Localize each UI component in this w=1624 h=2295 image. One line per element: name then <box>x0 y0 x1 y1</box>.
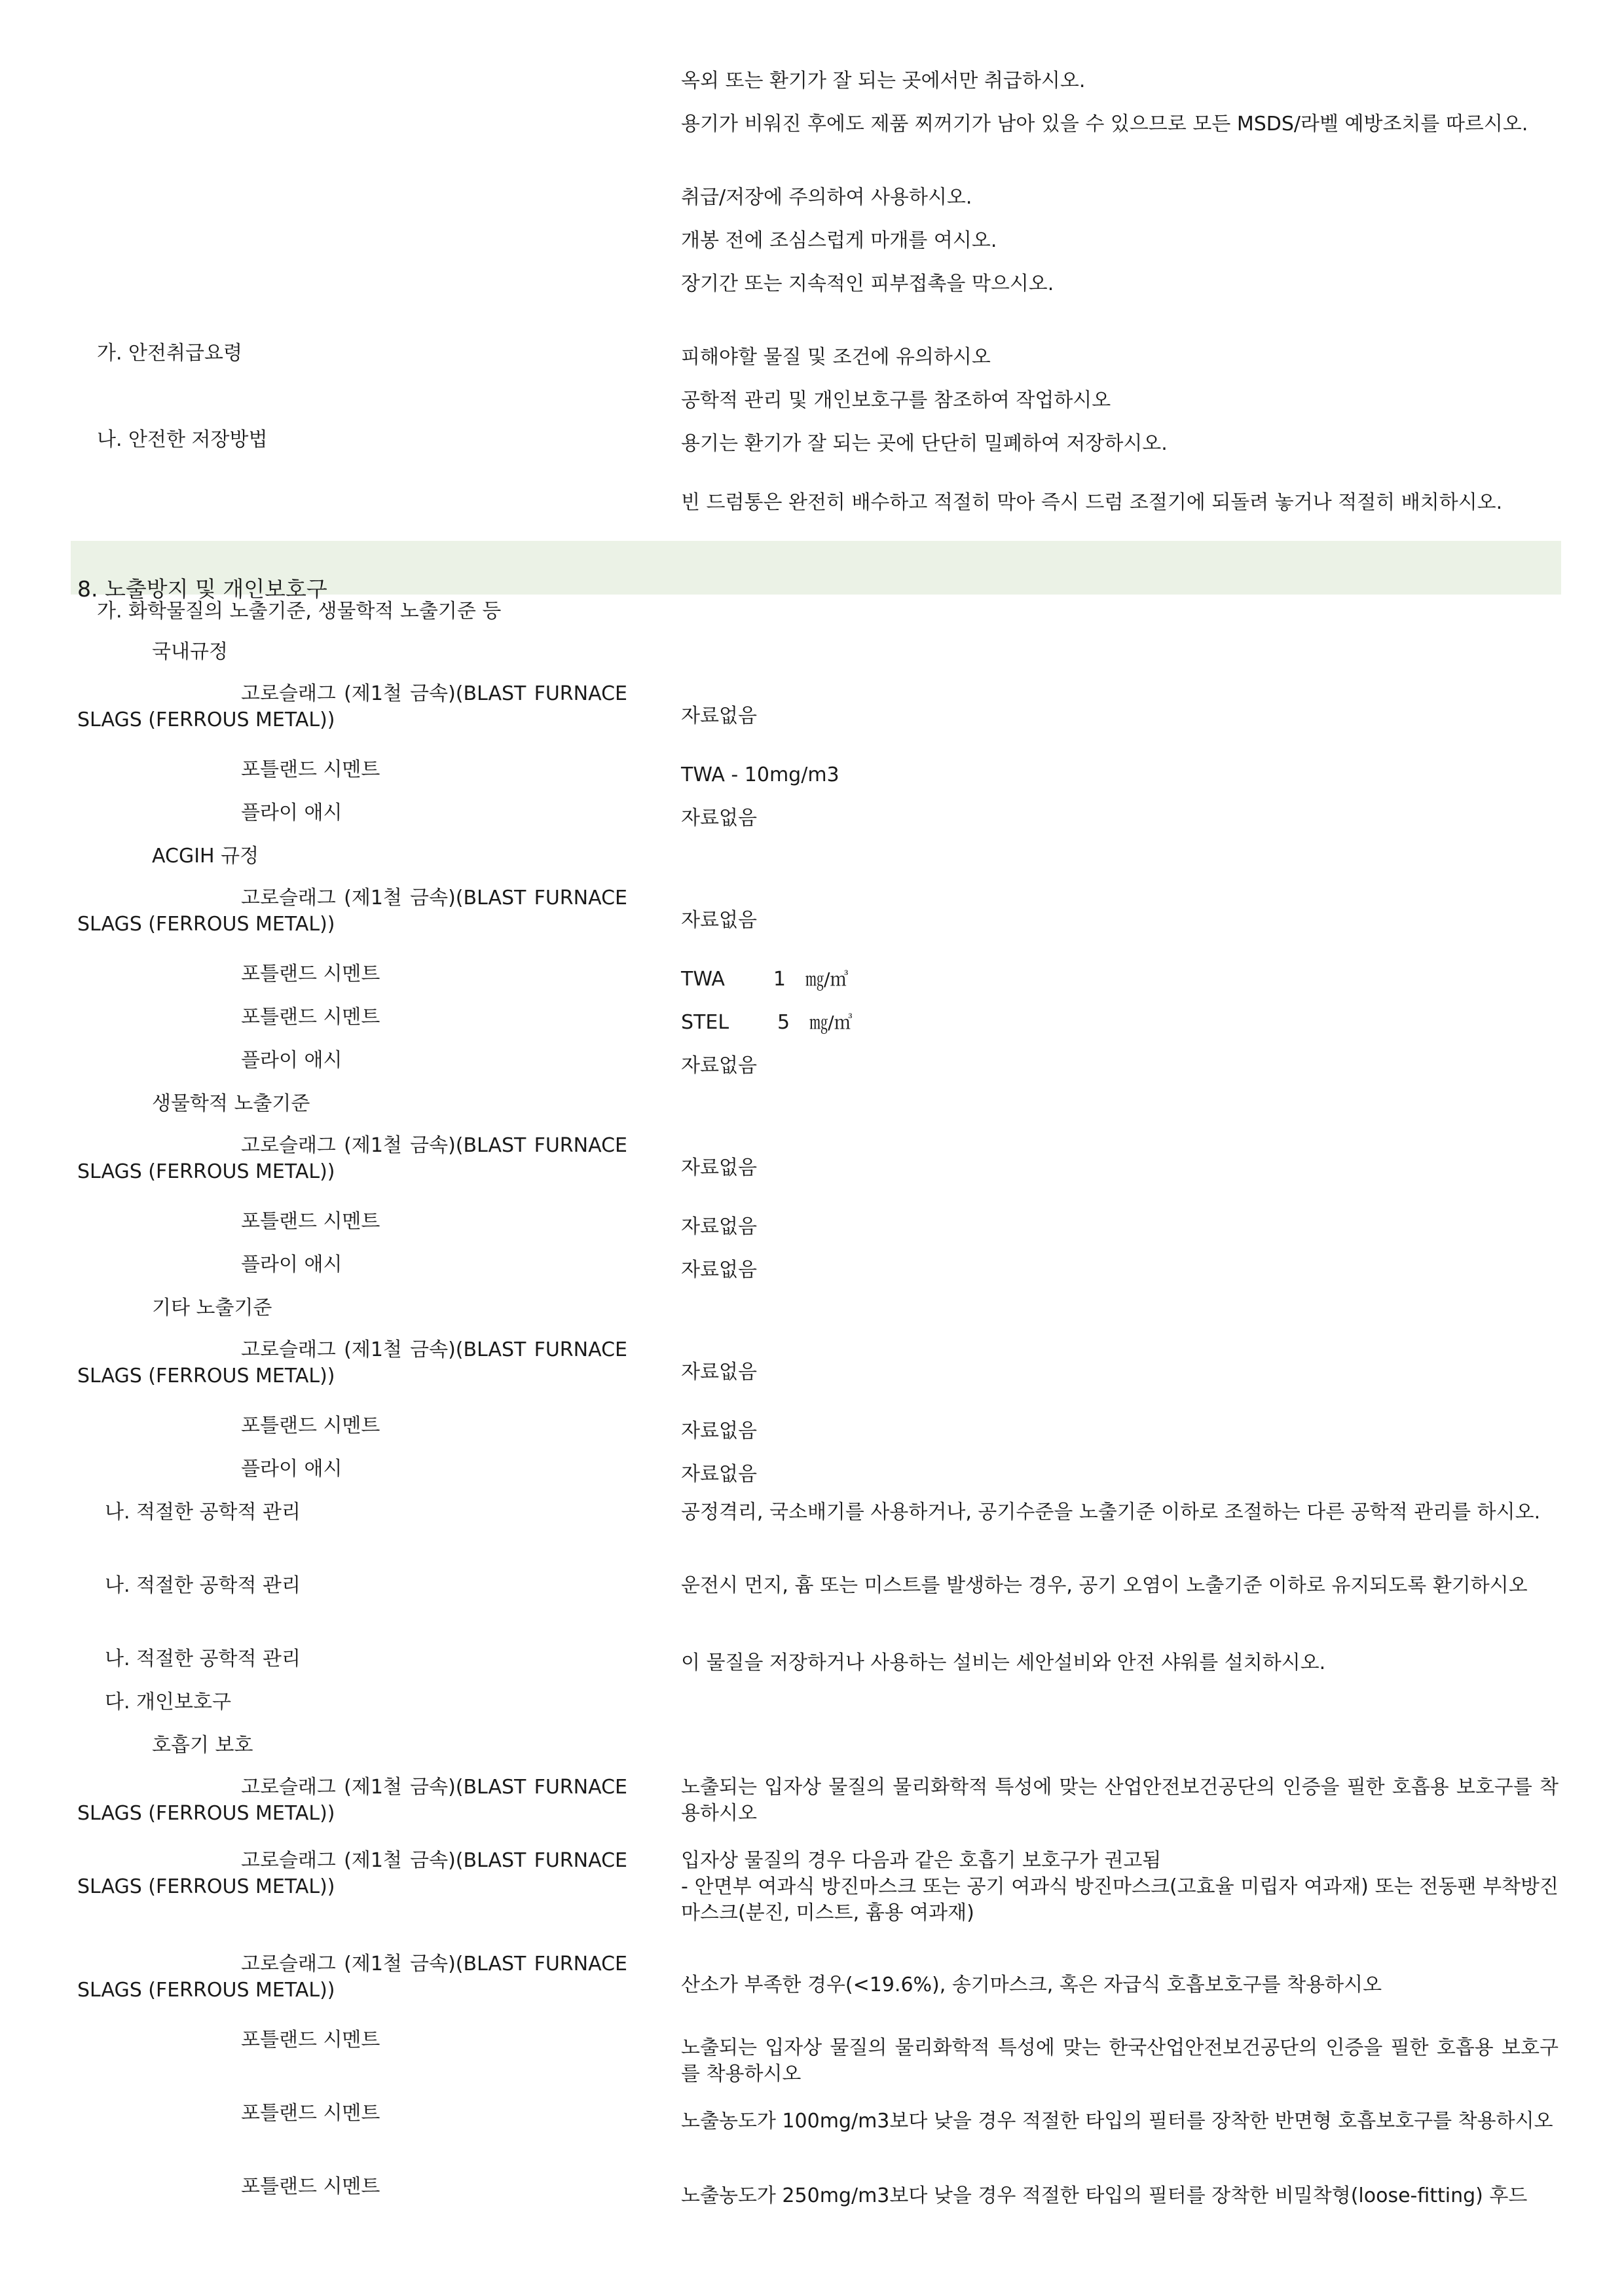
substance-name: 포틀랜드 시멘트 <box>241 963 380 985</box>
regulation-heading: ACGIH 규정 <box>152 845 259 868</box>
substance-name: 포틀랜드 시멘트 <box>241 2102 380 2125</box>
substance-name: 포틀랜드 시멘트 <box>241 2175 380 2198</box>
respiratory-text-line: 입자상 물질의 경우 다음과 같은 호흡기 보호구가 권고됨 <box>681 1849 1162 1872</box>
value-type: TWA <box>681 968 725 991</box>
substance-name: 포틀랜드 시멘트 <box>241 758 380 781</box>
regulation-heading: 국내규정 <box>152 640 228 663</box>
precaution-text: 개봉 전에 조심스럽게 마개를 여시오. <box>681 229 997 252</box>
engineering-text: 운전시 먼지, 흄 또는 미스트를 발생하는 경우, 공기 오염이 노출기준 이하로 유지되도록 환기하시오 <box>681 1574 1528 1597</box>
value-unit: ㎎/㎥ <box>809 1012 853 1033</box>
exposure-value: 자료없음 <box>681 1258 757 1281</box>
substance-name: 고로슬래그 (제1철 금속)(BLAST FURNACE SLAGS (FERROUS METAL)) <box>77 1338 627 1387</box>
engineering-text: 공정격리, 국소배기를 사용하거나, 공기수준을 노출기준 이하로 조절하는 다른 공학적 관리를 하시오. <box>681 1501 1541 1524</box>
exposure-value: 자료없음 <box>681 1215 757 1238</box>
respiratory-text <box>681 1848 1559 1926</box>
subsection-heading: 가. 화학물질의 노출기준, 생물학적 노출기준 등 <box>97 600 502 623</box>
substance-name: 고로슬래그 (제1철 금속)(BLAST FURNACE SLAGS (FERROUS METAL)) <box>77 1849 627 1898</box>
exposure-value <box>681 1010 853 1036</box>
substance-name: 포틀랜드 시멘트 <box>241 1414 380 1437</box>
precaution-text: 옥외 또는 환기가 잘 되는 곳에서만 취급하시오. <box>681 69 1086 92</box>
exposure-value: 자료없음 <box>681 909 757 932</box>
substance-name: 플라이 애시 <box>241 1458 342 1480</box>
ppe-label: 다. 개인보호구 <box>105 1691 231 1714</box>
section-title: 8. 노출방지 및 개인보호구 <box>77 576 327 602</box>
value-number: 1 <box>773 968 786 991</box>
exposure-value: 자료없음 <box>681 1463 757 1486</box>
safe-handling-text: 피해야할 물질 및 조건에 유의하시오 <box>681 346 991 369</box>
safe-handling-label: 가. 안전취급요령 <box>97 342 242 365</box>
substance-name: 고로슬래그 (제1철 금속)(BLAST FURNACE SLAGS (FERROUS METAL)) <box>77 682 627 731</box>
substance-name: 고로슬래그 (제1철 금속)(BLAST FURNACE SLAGS (FERROUS METAL)) <box>77 1776 627 1825</box>
exposure-value: 자료없음 <box>681 1361 757 1384</box>
engineering-text: 이 물질을 저장하거나 사용하는 설비는 세안설비와 안전 샤워를 설치하시오. <box>681 1651 1326 1674</box>
precaution-text: 용기가 비워진 후에도 제품 찌꺼기가 남아 있을 수 있으므로 모든 MSDS/라벨 예방조치를 따르시오. <box>681 113 1528 136</box>
safe-storage-text: 용기는 환기가 잘 되는 곳에 단단히 밀폐하여 저장하시오. <box>681 432 1168 455</box>
substance-name: 포틀랜드 시멘트 <box>241 1210 380 1233</box>
exposure-value <box>681 966 848 993</box>
respiratory-text-line: - 안면부 여과식 방진마스크 또는 공기 여과식 방진마스크(고효율 미립자 여과재) 또는 전동팬 부착방진 마스크(분진, 미스트, 흄용 여과재) <box>681 1875 1559 1924</box>
exposure-value: 자료없음 <box>681 1054 757 1077</box>
regulation-heading: 생물학적 노출기준 <box>152 1092 310 1115</box>
regulation-heading: 기타 노출기준 <box>152 1296 272 1319</box>
substance-name: 고로슬래그 (제1철 금속)(BLAST FURNACE SLAGS (FERROUS METAL)) <box>77 887 627 936</box>
exposure-value: 자료없음 <box>681 1420 757 1442</box>
substance-name: 고로슬래그 (제1철 금속)(BLAST FURNACE SLAGS (FERROUS METAL)) <box>77 1953 627 2002</box>
respiratory-text: 노출농도가 100mg/m3보다 낮을 경우 적절한 타입의 필터를 장착한 반면형 호흡보호구를 착용하시오 <box>681 2110 1553 2133</box>
exposure-value: TWA - 10mg/m3 <box>681 763 840 786</box>
value-unit: ㎎/㎥ <box>805 968 849 990</box>
respiratory-text: 노출되는 입자상 물질의 물리화학적 특성에 맞는 한국산업안전보건공단의 인증을 필한 호흡용 보호구를 착용하시오 <box>681 2036 1559 2085</box>
respiratory-heading: 호흡기 보호 <box>152 1734 253 1757</box>
precaution-text: 장기간 또는 지속적인 피부접촉을 막으시오. <box>681 272 1054 295</box>
safe-storage-text: 빈 드럼통은 완전히 배수하고 적절히 막아 즉시 드럼 조절기에 되돌려 놓거나 적절히 배치하시오. <box>681 491 1503 514</box>
substance-name: 포틀랜드 시멘트 <box>241 1006 380 1029</box>
exposure-value: 자료없음 <box>681 705 757 727</box>
engineering-label: 나. 적절한 공학적 관리 <box>105 1501 301 1524</box>
value-type: STEL <box>681 1011 729 1034</box>
value-number: 5 <box>777 1011 790 1034</box>
exposure-value: 자료없음 <box>681 1156 757 1179</box>
engineering-label: 나. 적절한 공학적 관리 <box>105 1647 301 1670</box>
substance-name: 고로슬래그 (제1철 금속)(BLAST FURNACE SLAGS (FERROUS METAL)) <box>77 1134 627 1183</box>
respiratory-text: 산소가 부족한 경우(<19.6%), 송기마스크, 혹은 자급식 호흡보호구를 착용하시오 <box>681 1974 1382 1996</box>
respiratory-text: 노출되는 입자상 물질의 물리화학적 특성에 맞는 산업안전보건공단의 인증을 필한 호흡용 보호구를 착용하시오 <box>681 1776 1559 1825</box>
engineering-label: 나. 적절한 공학적 관리 <box>105 1574 301 1597</box>
safe-storage-label: 나. 안전한 저장방법 <box>97 428 268 451</box>
safe-handling-text: 공학적 관리 및 개인보호구를 참조하여 작업하시오 <box>681 389 1111 412</box>
substance-name: 플라이 애시 <box>241 1049 342 1072</box>
substance-name: 포틀랜드 시멘트 <box>241 2029 380 2051</box>
precaution-text: 취급/저장에 주의하여 사용하시오. <box>681 186 972 209</box>
substance-name: 플라이 애시 <box>241 1253 342 1276</box>
substance-name: 플라이 애시 <box>241 801 342 824</box>
exposure-value: 자료없음 <box>681 807 757 830</box>
respiratory-text: 노출농도가 250mg/m3보다 낮을 경우 적절한 타입의 필터를 장착한 비밀착형(loose-fitting) 후드 <box>681 2184 1528 2207</box>
